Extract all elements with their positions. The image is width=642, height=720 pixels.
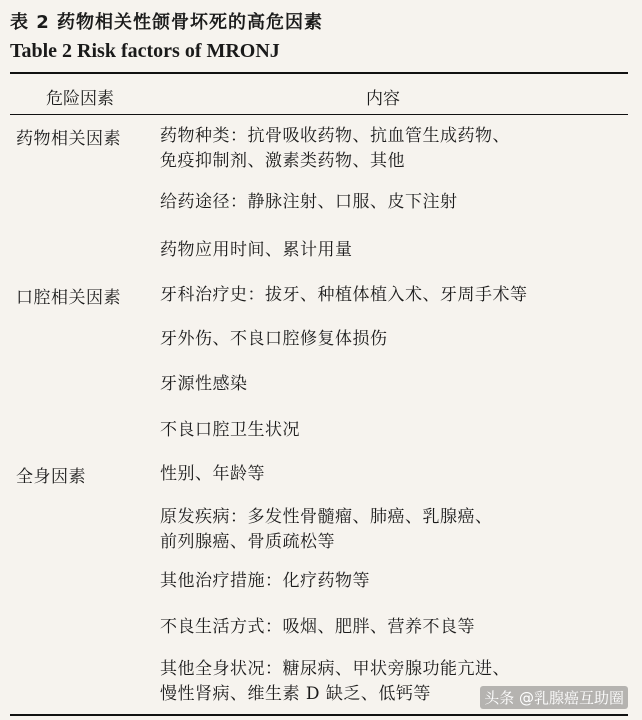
table-row: 不良口腔卫生状况 [160,420,300,440]
table-row: 牙科治疗史：拔牙、种植体植入术、牙周手术等 [160,285,528,305]
bottom-rule [10,714,628,716]
table-title-en: Table 2 Risk factors of MRONJ [10,40,280,62]
header-rule [10,114,628,115]
table-row: 牙外伤、不良口腔修复体损伤 [160,329,388,349]
header-category: 危险因素 [46,89,114,109]
table-row: 其他全身状况：糖尿病、甲状旁腺功能亢进、 慢性肾病、维生素 D 缺乏、低钙等 [160,659,510,704]
table-title-cn: 表 2 药物相关性颌骨坏死的高危因素 [10,12,324,33]
table-row: 药物应用时间、累计用量 [160,240,353,260]
watermark: 头条 @乳腺癌互助圈 [480,686,628,709]
header-content: 内容 [366,89,400,109]
table-row: 牙源性感染 [160,374,248,394]
table-row: 其他治疗措施：化疗药物等 [160,571,370,591]
table-row: 不良生活方式：吸烟、肥胖、营养不良等 [160,617,475,637]
category-oral: 口腔相关因素 [16,288,121,308]
table-row: 药物种类：抗骨吸收药物、抗血管生成药物、 免疫抑制剂、激素类药物、其他 [160,126,510,171]
category-drug: 药物相关因素 [16,129,121,149]
top-rule [10,72,628,74]
table-row: 原发疾病：多发性骨髓瘤、肺癌、乳腺癌、 前列腺癌、骨质疏松等 [160,507,493,552]
table-row: 性别、年龄等 [160,464,265,484]
category-systemic: 全身因素 [16,467,86,487]
table-row: 给药途径：静脉注射、口服、皮下注射 [160,192,458,212]
